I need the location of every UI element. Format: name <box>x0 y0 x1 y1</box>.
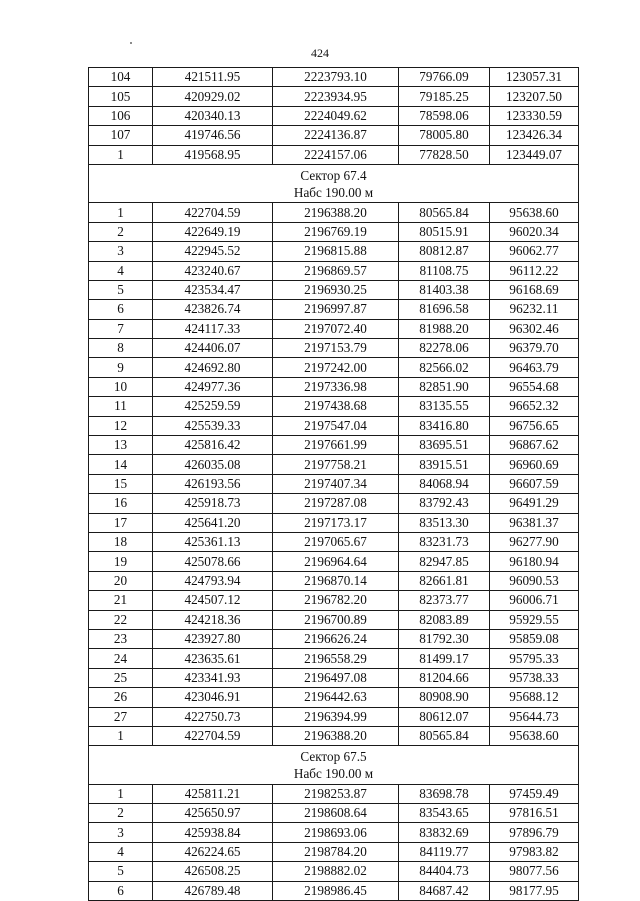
local-x-cell: 83698.78 <box>399 784 490 803</box>
x-coordinate-cell: 422649.19 <box>153 222 273 241</box>
sector-title: Сектор 67.5 <box>300 748 367 764</box>
x-coordinate-cell: 424977.36 <box>153 377 273 396</box>
local-x-cell: 80515.91 <box>399 222 490 241</box>
table-row <box>89 842 579 861</box>
point-number-cell: 14 <box>89 455 153 474</box>
local-x-cell: 80908.90 <box>399 688 490 707</box>
y-coordinate-cell: 2197661.99 <box>273 436 399 455</box>
y-coordinate-cell: 2198986.45 <box>273 881 399 900</box>
sector-header-cell <box>89 746 579 784</box>
point-number-cell: 4 <box>89 842 153 861</box>
table-row <box>89 513 579 532</box>
y-coordinate-cell: 2198253.87 <box>273 784 399 803</box>
point-number-cell: 10 <box>89 377 153 396</box>
table-row <box>89 707 579 726</box>
local-x-cell: 83135.55 <box>399 397 490 416</box>
coordinates-table <box>88 67 579 901</box>
point-number-cell: 16 <box>89 494 153 513</box>
local-x-cell: 80565.84 <box>399 726 490 745</box>
local-x-cell: 82566.02 <box>399 358 490 377</box>
local-y-cell: 96168.69 <box>490 280 579 299</box>
local-y-cell: 97896.79 <box>490 823 579 842</box>
local-x-cell: 78005.80 <box>399 126 490 145</box>
table-row <box>89 319 579 338</box>
x-coordinate-cell: 425650.97 <box>153 804 273 823</box>
point-number-cell: 105 <box>89 87 153 106</box>
point-number-cell: 106 <box>89 106 153 125</box>
y-coordinate-cell: 2224049.62 <box>273 106 399 125</box>
point-number-cell: 6 <box>89 300 153 319</box>
y-coordinate-cell: 2198693.06 <box>273 823 399 842</box>
local-x-cell: 81108.75 <box>399 261 490 280</box>
table-row <box>89 610 579 629</box>
local-y-cell: 95638.60 <box>490 726 579 745</box>
y-coordinate-cell: 2196394.99 <box>273 707 399 726</box>
point-number-cell: 15 <box>89 474 153 493</box>
y-coordinate-cell: 2197547.04 <box>273 416 399 435</box>
local-y-cell: 95638.60 <box>490 203 579 222</box>
local-y-cell: 96381.37 <box>490 513 579 532</box>
sector-elevation: Набс 190.00 м <box>293 765 374 781</box>
x-coordinate-cell: 426193.56 <box>153 474 273 493</box>
table-row <box>89 126 579 145</box>
x-coordinate-cell: 419568.95 <box>153 145 273 164</box>
x-coordinate-cell: 423341.93 <box>153 668 273 687</box>
local-y-cell: 97459.49 <box>490 784 579 803</box>
x-coordinate-cell: 425816.42 <box>153 436 273 455</box>
local-x-cell: 82661.81 <box>399 571 490 590</box>
y-coordinate-cell: 2224157.06 <box>273 145 399 164</box>
table-row <box>89 377 579 396</box>
local-y-cell: 96277.90 <box>490 532 579 551</box>
table-row <box>89 222 579 241</box>
table-row <box>89 804 579 823</box>
y-coordinate-cell: 2196997.87 <box>273 300 399 319</box>
sector-elevation: Набс 190.00 м <box>293 184 374 200</box>
y-coordinate-cell: 2197438.68 <box>273 397 399 416</box>
y-coordinate-cell: 2198882.02 <box>273 862 399 881</box>
y-coordinate-cell: 2196388.20 <box>273 726 399 745</box>
y-coordinate-cell: 2196815.88 <box>273 242 399 261</box>
table-row <box>89 339 579 358</box>
point-number-cell: 8 <box>89 339 153 358</box>
table-row <box>89 591 579 610</box>
local-y-cell: 97816.51 <box>490 804 579 823</box>
x-coordinate-cell: 422945.52 <box>153 242 273 261</box>
table-row <box>89 87 579 106</box>
table-row <box>89 688 579 707</box>
local-y-cell: 96554.68 <box>490 377 579 396</box>
x-coordinate-cell: 423635.61 <box>153 649 273 668</box>
x-coordinate-cell: 424793.94 <box>153 571 273 590</box>
local-x-cell: 80565.84 <box>399 203 490 222</box>
local-y-cell: 96112.22 <box>490 261 579 280</box>
local-x-cell: 82373.77 <box>399 591 490 610</box>
x-coordinate-cell: 420340.13 <box>153 106 273 125</box>
table-row <box>89 455 579 474</box>
y-coordinate-cell: 2224136.87 <box>273 126 399 145</box>
table-row <box>89 629 579 648</box>
y-coordinate-cell: 2196782.20 <box>273 591 399 610</box>
local-y-cell: 97983.82 <box>490 842 579 861</box>
local-y-cell: 123207.50 <box>490 87 579 106</box>
local-x-cell: 81204.66 <box>399 668 490 687</box>
x-coordinate-cell: 426224.65 <box>153 842 273 861</box>
local-x-cell: 84119.77 <box>399 842 490 861</box>
sector-header-row <box>89 164 579 202</box>
local-x-cell: 82851.90 <box>399 377 490 396</box>
table-row <box>89 242 579 261</box>
point-number-cell: 104 <box>89 68 153 87</box>
local-y-cell: 96960.69 <box>490 455 579 474</box>
table-row <box>89 280 579 299</box>
local-y-cell: 96463.79 <box>490 358 579 377</box>
y-coordinate-cell: 2197336.98 <box>273 377 399 396</box>
local-x-cell: 83695.51 <box>399 436 490 455</box>
point-number-cell: 1 <box>89 145 153 164</box>
local-x-cell: 77828.50 <box>399 145 490 164</box>
point-number-cell: 9 <box>89 358 153 377</box>
local-y-cell: 95795.33 <box>490 649 579 668</box>
table-row <box>89 823 579 842</box>
local-x-cell: 81792.30 <box>399 629 490 648</box>
table-row <box>89 649 579 668</box>
table-row <box>89 397 579 416</box>
x-coordinate-cell: 426789.48 <box>153 881 273 900</box>
x-coordinate-cell: 425078.66 <box>153 552 273 571</box>
local-y-cell: 123330.59 <box>490 106 579 125</box>
x-coordinate-cell: 425539.33 <box>153 416 273 435</box>
y-coordinate-cell: 2196769.19 <box>273 222 399 241</box>
local-y-cell: 95859.08 <box>490 629 579 648</box>
y-coordinate-cell: 2198608.64 <box>273 804 399 823</box>
point-number-cell: 4 <box>89 261 153 280</box>
local-y-cell: 123426.34 <box>490 126 579 145</box>
point-number-cell: 21 <box>89 591 153 610</box>
local-y-cell: 96090.53 <box>490 571 579 590</box>
y-coordinate-cell: 2197242.00 <box>273 358 399 377</box>
local-x-cell: 83416.80 <box>399 416 490 435</box>
local-x-cell: 83543.65 <box>399 804 490 823</box>
x-coordinate-cell: 425938.84 <box>153 823 273 842</box>
local-y-cell: 96607.59 <box>490 474 579 493</box>
x-coordinate-cell: 425811.21 <box>153 784 273 803</box>
local-y-cell: 96491.29 <box>490 494 579 513</box>
table-row <box>89 494 579 513</box>
y-coordinate-cell: 2196388.20 <box>273 203 399 222</box>
point-number-cell: 23 <box>89 629 153 648</box>
local-y-cell: 96756.65 <box>490 416 579 435</box>
local-y-cell: 95644.73 <box>490 707 579 726</box>
local-y-cell: 95688.12 <box>490 688 579 707</box>
table-row <box>89 145 579 164</box>
x-coordinate-cell: 421511.95 <box>153 68 273 87</box>
local-x-cell: 81499.17 <box>399 649 490 668</box>
y-coordinate-cell: 2198784.20 <box>273 842 399 861</box>
local-y-cell: 123057.31 <box>490 68 579 87</box>
local-x-cell: 84687.42 <box>399 881 490 900</box>
x-coordinate-cell: 423927.80 <box>153 629 273 648</box>
local-x-cell: 83915.51 <box>399 455 490 474</box>
local-y-cell: 96062.77 <box>490 242 579 261</box>
point-number-cell: 1 <box>89 203 153 222</box>
table-row <box>89 68 579 87</box>
local-x-cell: 83513.30 <box>399 513 490 532</box>
y-coordinate-cell: 2196497.08 <box>273 668 399 687</box>
point-number-cell: 1 <box>89 726 153 745</box>
table-row <box>89 668 579 687</box>
table-row <box>89 726 579 745</box>
sector-title: Сектор 67.4 <box>300 167 367 183</box>
x-coordinate-cell: 425361.13 <box>153 532 273 551</box>
point-number-cell: 22 <box>89 610 153 629</box>
x-coordinate-cell: 422704.59 <box>153 726 273 745</box>
point-number-cell: 5 <box>89 280 153 299</box>
local-x-cell: 83792.43 <box>399 494 490 513</box>
table-row <box>89 784 579 803</box>
local-y-cell: 123449.07 <box>490 145 579 164</box>
local-y-cell: 95929.55 <box>490 610 579 629</box>
local-y-cell: 95738.33 <box>490 668 579 687</box>
x-coordinate-cell: 424218.36 <box>153 610 273 629</box>
x-coordinate-cell: 423826.74 <box>153 300 273 319</box>
scan-speck <box>130 42 132 44</box>
local-x-cell: 82278.06 <box>399 339 490 358</box>
point-number-cell: 26 <box>89 688 153 707</box>
table-row <box>89 532 579 551</box>
local-y-cell: 96302.46 <box>490 319 579 338</box>
y-coordinate-cell: 2197758.21 <box>273 455 399 474</box>
point-number-cell: 17 <box>89 513 153 532</box>
local-x-cell: 81988.20 <box>399 319 490 338</box>
point-number-cell: 3 <box>89 242 153 261</box>
point-number-cell: 2 <box>89 804 153 823</box>
x-coordinate-cell: 420929.02 <box>153 87 273 106</box>
table-row <box>89 571 579 590</box>
table-row <box>89 416 579 435</box>
point-number-cell: 7 <box>89 319 153 338</box>
x-coordinate-cell: 422704.59 <box>153 203 273 222</box>
x-coordinate-cell: 425641.20 <box>153 513 273 532</box>
table-row <box>89 436 579 455</box>
local-x-cell: 81696.58 <box>399 300 490 319</box>
point-number-cell: 13 <box>89 436 153 455</box>
local-x-cell: 82083.89 <box>399 610 490 629</box>
local-x-cell: 78598.06 <box>399 106 490 125</box>
x-coordinate-cell: 424507.12 <box>153 591 273 610</box>
y-coordinate-cell: 2196700.89 <box>273 610 399 629</box>
x-coordinate-cell: 424406.07 <box>153 339 273 358</box>
local-x-cell: 83832.69 <box>399 823 490 842</box>
y-coordinate-cell: 2223793.10 <box>273 68 399 87</box>
point-number-cell: 2 <box>89 222 153 241</box>
y-coordinate-cell: 2196442.63 <box>273 688 399 707</box>
local-x-cell: 80612.07 <box>399 707 490 726</box>
y-coordinate-cell: 2197065.67 <box>273 532 399 551</box>
point-number-cell: 3 <box>89 823 153 842</box>
local-y-cell: 96006.71 <box>490 591 579 610</box>
y-coordinate-cell: 2197287.08 <box>273 494 399 513</box>
x-coordinate-cell: 419746.56 <box>153 126 273 145</box>
x-coordinate-cell: 423240.67 <box>153 261 273 280</box>
local-x-cell: 82947.85 <box>399 552 490 571</box>
local-y-cell: 96232.11 <box>490 300 579 319</box>
y-coordinate-cell: 2196964.64 <box>273 552 399 571</box>
x-coordinate-cell: 426035.08 <box>153 455 273 474</box>
local-x-cell: 84068.94 <box>399 474 490 493</box>
local-y-cell: 96020.34 <box>490 222 579 241</box>
x-coordinate-cell: 425918.73 <box>153 494 273 513</box>
point-number-cell: 18 <box>89 532 153 551</box>
point-number-cell: 24 <box>89 649 153 668</box>
local-x-cell: 79766.09 <box>399 68 490 87</box>
local-y-cell: 98177.95 <box>490 881 579 900</box>
local-x-cell: 79185.25 <box>399 87 490 106</box>
point-number-cell: 19 <box>89 552 153 571</box>
point-number-cell: 11 <box>89 397 153 416</box>
sector-header-cell <box>89 164 579 202</box>
local-y-cell: 96867.62 <box>490 436 579 455</box>
local-x-cell: 84404.73 <box>399 862 490 881</box>
y-coordinate-cell: 2197173.17 <box>273 513 399 532</box>
point-number-cell: 20 <box>89 571 153 590</box>
coordinates-table-body <box>89 68 579 901</box>
table-row <box>89 106 579 125</box>
table-row <box>89 881 579 900</box>
y-coordinate-cell: 2196870.14 <box>273 571 399 590</box>
y-coordinate-cell: 2196869.57 <box>273 261 399 280</box>
y-coordinate-cell: 2197072.40 <box>273 319 399 338</box>
y-coordinate-cell: 2196930.25 <box>273 280 399 299</box>
x-coordinate-cell: 425259.59 <box>153 397 273 416</box>
sector-header-row <box>89 746 579 784</box>
point-number-cell: 27 <box>89 707 153 726</box>
local-x-cell: 80812.87 <box>399 242 490 261</box>
local-y-cell: 96180.94 <box>490 552 579 571</box>
point-number-cell: 107 <box>89 126 153 145</box>
local-x-cell: 83231.73 <box>399 532 490 551</box>
table-row <box>89 358 579 377</box>
point-number-cell: 5 <box>89 862 153 881</box>
y-coordinate-cell: 2196626.24 <box>273 629 399 648</box>
point-number-cell: 25 <box>89 668 153 687</box>
table-row <box>89 203 579 222</box>
local-y-cell: 98077.56 <box>490 862 579 881</box>
x-coordinate-cell: 422750.73 <box>153 707 273 726</box>
y-coordinate-cell: 2196558.29 <box>273 649 399 668</box>
x-coordinate-cell: 424692.80 <box>153 358 273 377</box>
page-number: 424 <box>311 46 329 60</box>
table-row <box>89 474 579 493</box>
point-number-cell: 1 <box>89 784 153 803</box>
x-coordinate-cell: 423046.91 <box>153 688 273 707</box>
local-y-cell: 96652.32 <box>490 397 579 416</box>
table-row <box>89 552 579 571</box>
table-row <box>89 261 579 280</box>
table-row <box>89 862 579 881</box>
local-y-cell: 96379.70 <box>490 339 579 358</box>
point-number-cell: 6 <box>89 881 153 900</box>
y-coordinate-cell: 2197153.79 <box>273 339 399 358</box>
y-coordinate-cell: 2197407.34 <box>273 474 399 493</box>
point-number-cell: 12 <box>89 416 153 435</box>
table-row <box>89 300 579 319</box>
x-coordinate-cell: 424117.33 <box>153 319 273 338</box>
y-coordinate-cell: 2223934.95 <box>273 87 399 106</box>
x-coordinate-cell: 426508.25 <box>153 862 273 881</box>
x-coordinate-cell: 423534.47 <box>153 280 273 299</box>
local-x-cell: 81403.38 <box>399 280 490 299</box>
